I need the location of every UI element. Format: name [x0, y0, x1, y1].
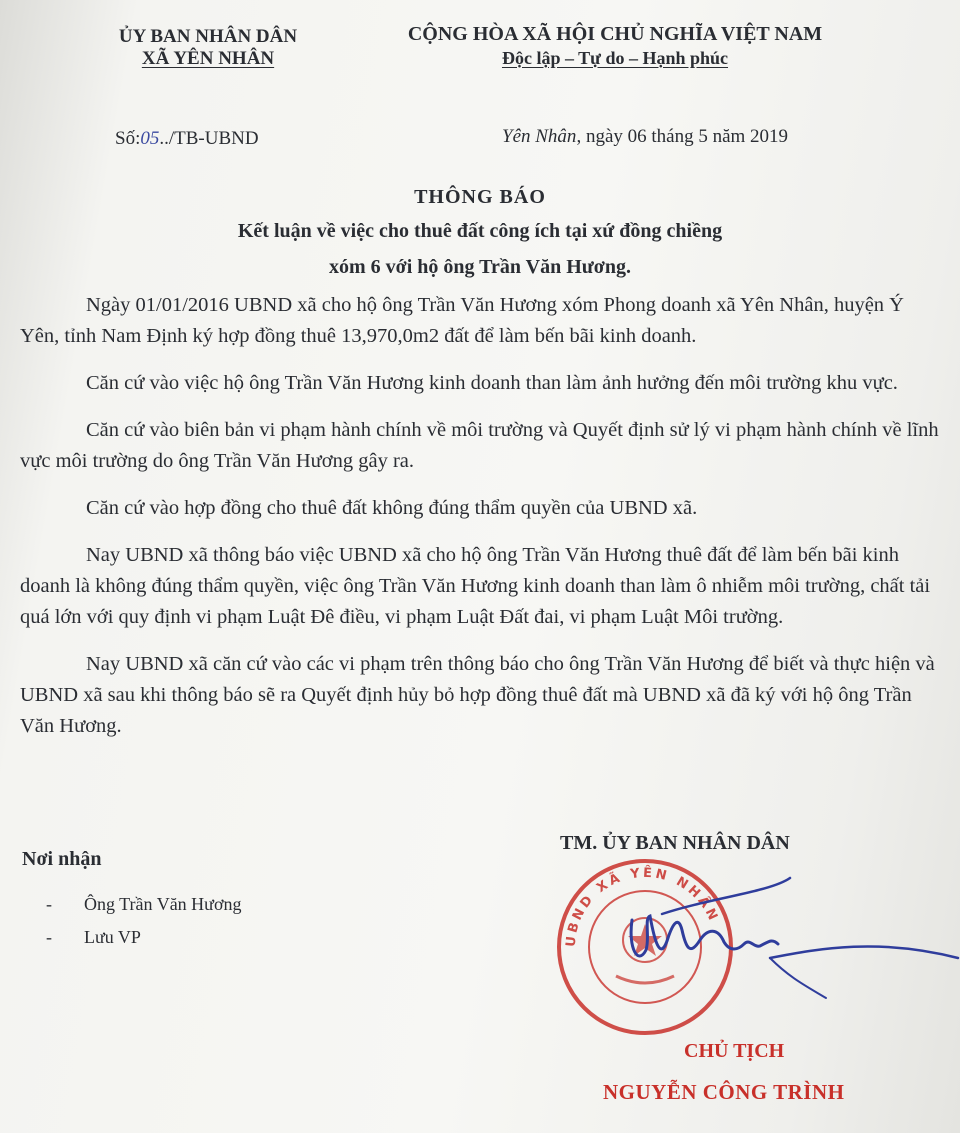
- nation-name: CỘNG HÒA XÃ HỘI CHỦ NGHĨA VIỆT NAM: [407, 23, 823, 45]
- recipients-list: [46, 888, 241, 954]
- place-name: Yên Nhân: [502, 126, 577, 147]
- handwritten-signature-icon: [620, 868, 960, 1028]
- authority-line-2: XÃ YÊN NHÂN: [141, 48, 275, 69]
- authority-line-1: ỦY BAN NHÂN DÂN: [118, 26, 298, 47]
- document-title: THÔNG BÁO: [414, 186, 546, 208]
- signature-org: TM. ỦY BAN NHÂN DÂN: [560, 832, 790, 854]
- doc-number-suffix: ../TB-UBND: [159, 128, 259, 149]
- subtitle-line-1: Kết luận về việc cho thuê đất công ích tại xứ đồng chiềng: [237, 220, 723, 242]
- place-date: [502, 126, 788, 148]
- motto-line: Độc lập – Tự do – Hạnh phúc: [501, 48, 729, 68]
- seal-text: UBND XÃ YÊN NHÂN: [563, 865, 722, 948]
- paragraph: Ngày 01/01/2016 UBND xã cho hộ ông Trần Văn Hương xóm Phong doanh xã Yên Nhân, huyện Ý Yên, tỉnh Nam Định ký hợp đồng thuê 13,970,0m2 đất để làm bến bãi kinh doanh.: [20, 294, 904, 347]
- document-body: [20, 290, 945, 758]
- issue-date: , ngày 06 tháng 5 năm 2019: [576, 126, 789, 147]
- paragraph: Căn cứ vào việc hộ ông Trần Văn Hương kinh doanh than làm ảnh hưởng đến môi trường khu vực.: [86, 372, 898, 394]
- recipients-title: Nơi nhận: [22, 848, 102, 870]
- subtitle-line-2: xóm 6 với hộ ông Trần Văn Hương.: [329, 256, 631, 278]
- doc-number-prefix: Số:: [115, 128, 141, 149]
- paragraph: Căn cứ vào biên bản vi phạm hành chính về môi trường và Quyết định sử lý vi phạm hành chính về lĩnh vực môi trường do ông Trần Văn Hương gây ra.: [20, 419, 939, 472]
- recipient-item: - Ông Trần Văn Hương: [46, 888, 241, 921]
- signer-name: NGUYỄN CÔNG TRÌNH: [603, 1080, 845, 1104]
- doc-number-handwritten: 05: [140, 128, 160, 149]
- paragraph: Nay UBND xã căn cứ vào các vi phạm trên thông báo cho ông Trần Văn Hương để biết và thực hiện và UBND xã sau khi thông báo sẽ ra Quyết định hủy bỏ hợp đồng thuê đất mà UBND xã đã ký với hộ ông Trần Văn Hương.: [20, 653, 935, 737]
- document-number: [115, 128, 259, 150]
- paragraph: Căn cứ vào hợp đồng cho thuê đất không đúng thẩm quyền của UBND xã.: [86, 497, 698, 519]
- signer-role: CHỦ TỊCH: [684, 1040, 785, 1062]
- national-motto: [372, 22, 858, 70]
- paragraph: Nay UBND xã thông báo việc UBND xã cho hộ ông Trần Văn Hương thuê đất để làm bến bãi kinh doanh là không đúng thẩm quyền, việc ông Trần Văn Hương kinh doanh than làm ô nhiễm môi trường, chất tải quá lớn với quy định vi phạm Luật Đê điều, vi phạm Luật Đất đai, vi phạm Luật Môi trường.: [20, 544, 931, 628]
- issuing-authority: [98, 26, 318, 70]
- recipient-item: - Lưu VP: [46, 921, 241, 954]
